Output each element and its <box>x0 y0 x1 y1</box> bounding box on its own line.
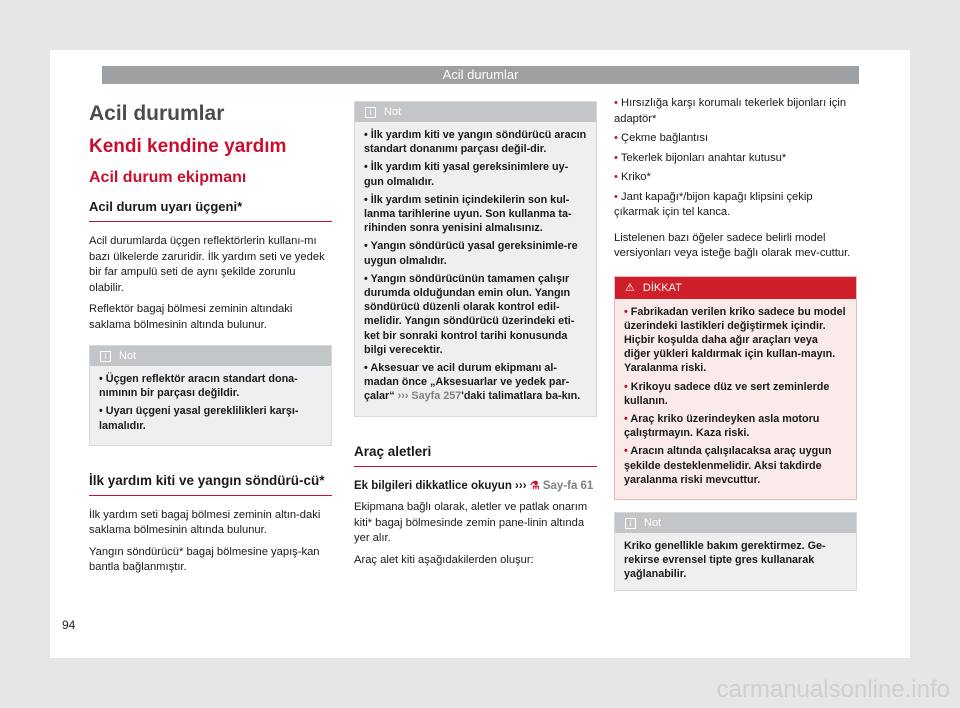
paragraph: İlk yardım seti bagaj bölmesi zeminin altın-daki saklama bölmesinin altında bulunur. <box>89 508 321 537</box>
reference-line: Ek bilgileri dikkatlice okuyun ››› ⚗ Say-fa 61 <box>354 479 597 495</box>
list-item: • Fabrikadan verilen kriko sadece bu model üzerindeki lastikleri değiştirmek içindir. Hiçbir koşulda daha ağır araçları veya diğer yükleri kaldırmak için kullan-mayın. Yaralanma riski. <box>624 305 846 375</box>
paragraph: Listelenen bazı öğeler sadece belirli model versiyonları veya isteğe bağlı olarak mev-cuttur. <box>614 231 851 259</box>
note-header <box>90 346 331 366</box>
page-number: 94 <box>62 618 76 632</box>
paragraph: Ekipmana bağlı olarak, aletler ve patlak onarım kiti* bagaj bölmesinde zemin pane-linin altında yer alır. <box>354 501 588 545</box>
page-title: Acil durumlar <box>89 102 225 125</box>
column-2 <box>354 101 597 574</box>
note-label: Not <box>384 106 402 118</box>
info-icon: i <box>100 351 111 362</box>
paragraph: Araç alet kiti aşağıdakilerden oluşur: <box>354 553 534 566</box>
list-item: • Yangın söndürücünün tamamen çalışır durumda olduğundan emin olun. Yangın söndürücü düzenli olarak kontrol edil-melidir. Yangın söndürücü üzerindeki eti-ket bir sonraki kontrol tarihi konusunda bilgi verecektir. <box>364 272 575 356</box>
info-icon: i <box>625 518 636 529</box>
list-item: • Tekerlek bijonları anahtar kutusu* <box>614 151 787 164</box>
list-item: • Yangın söndürücü yasal gereksinimle-re uygun olmalıdır. <box>364 240 578 267</box>
info-icon: i <box>365 107 376 118</box>
section-title: Kendi kendine yardım <box>89 136 287 157</box>
note-body <box>90 366 331 445</box>
column-3 <box>614 96 857 597</box>
note-box <box>89 345 332 446</box>
subsection-title: Acil durum ekipmanı <box>89 169 247 186</box>
list-item: • Çekme bağlantısı <box>614 132 709 144</box>
paragraph: Reflektör bagaj bölmesi zeminin altındaki saklama bölmesinin altında bulunur. <box>89 303 293 331</box>
warning-header <box>615 277 856 299</box>
list-item: • Uyarı üçgeni yasal gereklilikleri karşı-lamalıdır. <box>99 405 299 432</box>
note-box <box>354 101 597 417</box>
note-header <box>615 513 856 533</box>
list-item: • Krikoyu sadece düz ve sert zeminlerde kullanın. <box>624 380 830 407</box>
watermark: carmanualsonline.info <box>716 676 950 703</box>
car-tool-icon: ⚗ <box>529 479 540 492</box>
list-item: • Hırsızlığa karşı korumalı tekerlek bijonları için adaptör* <box>614 97 847 125</box>
topic-heading: İlk yardım kiti ve yangın söndürü-cü* <box>89 472 332 496</box>
paragraph: Acil durumlarda üçgen reflektörlerin kullanı-mı bazı ülkelerde zaruridir. İlk yardım seti ve yedek bir far ampulü seti de aynı şekilde zorunlu olabilir. <box>89 235 325 294</box>
note-body: Kriko genellikle bakım gerektirmez. Ge-rekirse evrensel tipte gres kullanarak yağlanabilir. <box>624 539 826 581</box>
list-item: • İlk yardım kiti yasal gereksinimlere uy-gun olmalıdır. <box>364 161 569 188</box>
topic-heading: Araç aletleri <box>354 443 597 467</box>
list-item: • Jant kapağı*/bijon kapağı klipsini çekip çıkarmak için tel kanca. <box>614 190 813 218</box>
list-item: • İlk yardım setinin içindekilerin son kul-lanma tarihlerine uyun. Son kullanma ta-rihinden sonra yenisini almalısınız. <box>364 193 572 235</box>
paragraph: Yangın söndürücü* bagaj bölmesine yapış-kan bantla bağlanmıştır. <box>89 545 320 574</box>
warning-box <box>614 276 857 500</box>
note-body <box>355 122 596 416</box>
list-item: • Araç kriko üzerindeyken asla motoru çalıştırmayın. Kaza riski. <box>624 412 820 440</box>
page-link[interactable]: ››› Sayfa 257 <box>397 390 462 403</box>
warning-label: DİKKAT <box>642 281 682 294</box>
column-1 <box>89 96 332 582</box>
note-box <box>614 512 857 591</box>
topic-heading: Acil durum uyarı üçgeni* <box>89 198 332 222</box>
list-item: • İlk yardım kiti ve yangın söndürücü aracın standart donanımı parçası değil-dir. <box>364 129 587 156</box>
note-label: Not <box>644 516 662 529</box>
warning-body <box>615 299 856 499</box>
chapter-header: Acil durumlar <box>102 66 859 84</box>
warning-icon: ⚠ <box>625 281 635 294</box>
list-item: • Aracın altında çalışılacaksa araç uygun şekilde desteklenmelidir. Aksi takdirde yaralanma riski mevcuttur. <box>624 445 832 486</box>
list-item: • Üçgen reflektör aracın standart dona-nımının bir parçası değildir. <box>99 373 298 400</box>
note-label: Not <box>119 350 137 362</box>
list-item: • Aksesuar ve acil durum ekipmanı al-madan önce „Aksesuarlar ve yedek par-çalar“ ››› Sayfa 257'daki talimatlara ba-kın. <box>364 362 581 403</box>
list-item: • Kriko* <box>614 171 651 183</box>
page-link[interactable]: Say-fa 61 <box>542 479 594 492</box>
note-header <box>355 102 596 122</box>
